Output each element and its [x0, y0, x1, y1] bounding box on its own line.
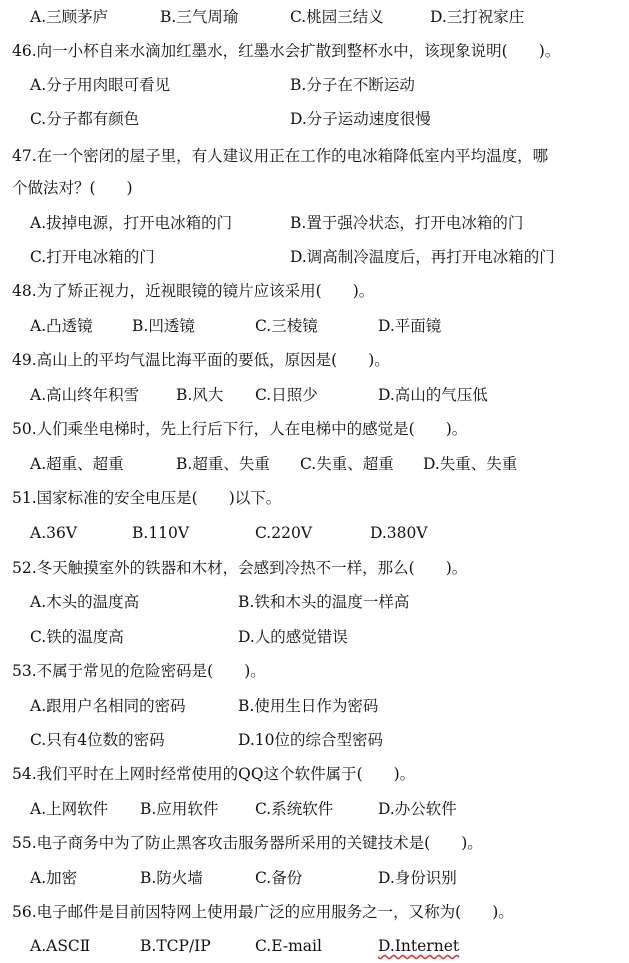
option-b: B.分子在不断运动	[290, 76, 415, 94]
question-48: 48.为了矫正视力，近视眼镜的镜片应该采用( )。	[12, 282, 375, 300]
question-52: 52.冬天触摸室外的铁器和木材，会感到冷热不一样，那么( )。	[12, 559, 468, 577]
option-c: C.打开电冰箱的门	[30, 248, 155, 266]
option-d: D.办公软件	[378, 800, 457, 818]
option-c: C.系统软件	[255, 800, 334, 818]
option-d: D.人的感觉错误	[238, 628, 348, 646]
option-d: D.平面镜	[378, 317, 442, 335]
option-d: D.调高制冷温度后，再打开电冰箱的门	[290, 248, 555, 266]
option-c: C.E-mail	[255, 937, 322, 955]
option-d: D.三打祝家庄	[430, 8, 525, 26]
option-b: B.110V	[132, 524, 190, 542]
option-row	[0, 516, 629, 550]
option-a: A.上网软件	[30, 800, 109, 818]
option-row	[0, 620, 629, 654]
option-row	[0, 206, 629, 240]
question-56: 56.电子邮件是目前因特网上使用最广泛的应用服务之一，又称为( )。	[12, 903, 514, 921]
question-47-cont: 个做法对？( )	[12, 179, 133, 197]
option-row	[0, 0, 629, 34]
option-a: A.木头的温度高	[30, 593, 140, 611]
option-row	[0, 723, 629, 757]
option-a: A.拔掉电源，打开电冰箱的门	[30, 214, 233, 232]
question-50: 50.人们乘坐电梯时，先上行后下行，人在电梯中的感觉是( )。	[12, 420, 468, 438]
option-d: D.高山的气压低	[378, 386, 488, 404]
option-row	[0, 240, 629, 274]
option-row	[0, 929, 629, 963]
option-a: A.36V	[30, 524, 78, 542]
option-a: A.加密	[30, 869, 78, 887]
option-d: D.身份识别	[378, 869, 457, 887]
option-row	[0, 68, 629, 102]
option-c: C.桃园三结义	[290, 8, 384, 26]
option-c: C.只有4位数的密码	[30, 731, 165, 749]
option-row	[0, 585, 629, 619]
option-b: B.凹透镜	[132, 317, 195, 335]
question-49: 49.高山上的平均气温比海平面的要低，原因是( )。	[12, 351, 390, 369]
option-row	[0, 102, 629, 136]
option-row	[0, 689, 629, 723]
option-d: D.Internet	[378, 937, 460, 955]
question-47: 47.在一个密闭的屋子里，有人建议用正在工作的电冰箱降低室内平均温度，哪	[12, 147, 549, 165]
question-46: 46.向一小杯自来水滴加红墨水，红墨水会扩散到整杯水中，该现象说明( )。	[12, 42, 561, 60]
option-b: B.风大	[176, 386, 224, 404]
option-row	[0, 309, 629, 343]
option-b: B.铁和木头的温度一样高	[238, 593, 410, 611]
option-a: A.分子用肉眼可看见	[30, 76, 171, 94]
question-53: 53.不属于常见的危险密码是( )。	[12, 662, 266, 680]
option-b: B.TCP/IP	[140, 937, 211, 955]
option-a: A.凸透镜	[30, 317, 93, 335]
option-d: D.失重、失重	[423, 455, 518, 473]
option-a: A.ASCⅡ	[30, 937, 91, 955]
option-c: C.备份	[255, 869, 303, 887]
option-c: C.三棱镜	[255, 317, 318, 335]
option-c: C.失重、超重	[300, 455, 394, 473]
option-c: C.220V	[255, 524, 313, 542]
option-c: C.铁的温度高	[30, 628, 124, 646]
option-b: B.超重、失重	[176, 455, 270, 473]
option-a: A.超重、超重	[30, 455, 124, 473]
option-c: C.分子都有颜色	[30, 110, 140, 128]
question-51: 51.国家标准的安全电压是( )以下。	[12, 489, 282, 507]
option-row	[0, 792, 629, 826]
option-b: B.使用生日作为密码	[238, 697, 379, 715]
option-row	[0, 861, 629, 895]
option-b: B.防火墙	[140, 869, 203, 887]
question-54: 54.我们平时在上网时经常使用的QQ这个软件属于( )。	[12, 765, 416, 783]
question-55: 55.电子商务中为了防止黑客攻击服务器所采用的关键技术是( )。	[12, 834, 483, 852]
option-a: A.高山终年积雪	[30, 386, 140, 404]
option-d: D.380V	[370, 524, 428, 542]
option-b: B.三气周瑜	[160, 8, 239, 26]
option-b: B.置于强冷状态，打开电冰箱的门	[290, 214, 524, 232]
option-row	[0, 378, 629, 412]
option-c: C.日照少	[255, 386, 318, 404]
option-d: D.分子运动速度很慢	[290, 110, 431, 128]
option-b: B.应用软件	[140, 800, 219, 818]
option-d: D.10位的综合型密码	[238, 731, 384, 749]
option-a: A.三顾茅庐	[30, 8, 109, 26]
option-row	[0, 447, 629, 481]
option-a: A.跟用户名相同的密码	[30, 697, 186, 715]
